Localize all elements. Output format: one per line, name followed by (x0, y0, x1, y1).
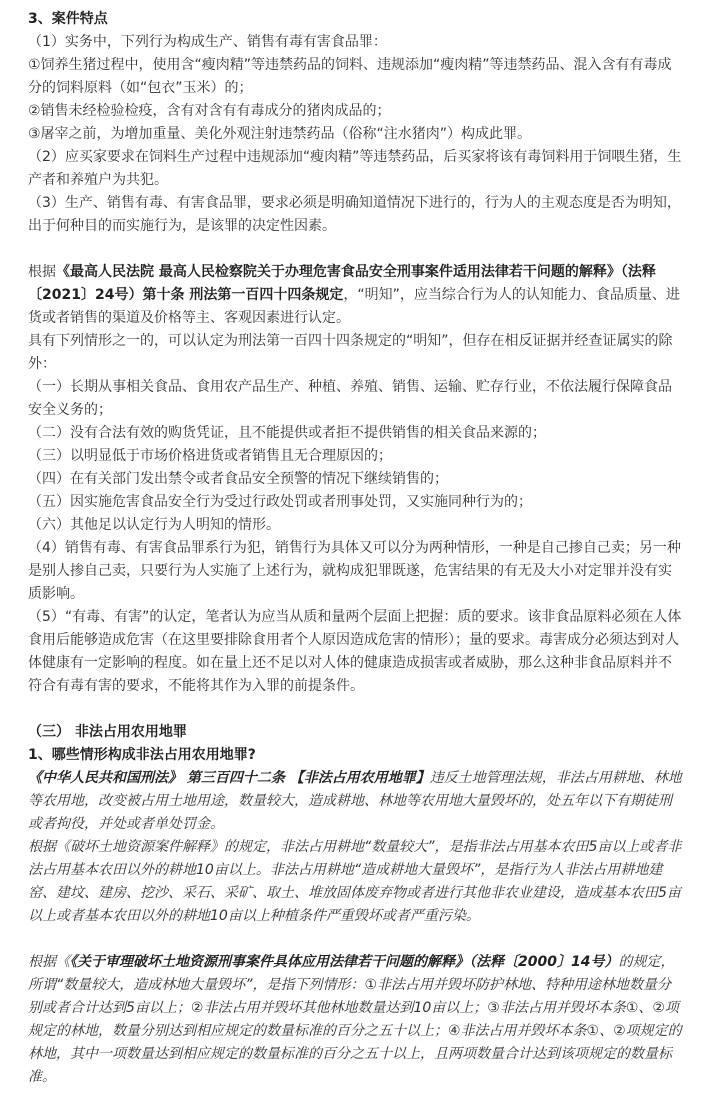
list-item: ③屠宰之前，为增加重量、美化外观注射违禁药品（俗称“注水猪肉”）构成此罪。 (28, 126, 532, 142)
question-heading: 1、哪些情形构成非法占用农用地罪? (28, 747, 256, 763)
law-citation: 《中华人民共和国刑法》 第三百四十二条 【非法占用农用地罪】 (28, 770, 430, 786)
basis-paragraph (28, 261, 684, 330)
section-title: （三） 非法占用农用地罪 (28, 724, 187, 740)
basis-text: 的规定，所谓“数量较大，造成林地大量毁坏”，是指下列情形：①非法占用并毁坏防护林地、特种用途林地数量分别或者合计达到5亩以上；②非法占用并毁坏其他林地数量达到10亩以上；③非法占用并毁坏本条①、②项规定的林地，数量分别达到相应规定的数量标准的百分之五十以上；④非法占用并毁坏本条①、②项规定的林地，其中一项数量达到相应规定的数量标准的百分之五十以上，且两项数量合计达到该项规定的数量标准。 (28, 954, 682, 1085)
list-item: （一）长期从事相关食品、食用农产品生产、种植、养殖、销售、运输、贮存行业，不依法履行保障食品安全义务的； (28, 379, 672, 418)
section-heading: 3、案件特点 (28, 11, 108, 27)
paragraph: （4）销售有毒、有害食品罪系行为犯，销售行为具体又可以分为两种情形，一种是自己掺自己卖；另一种是别人掺自己卖，只要行为人实施了上述行为，就构成犯罪既遂，危害结果的有无及大小对定罪并没有实质影响。 (28, 540, 681, 602)
paragraph: （2）应买家要求在饲料生产过程中违规添加“瘦肉精”等违禁药品，后买家将该有毒饲料用于饲喂生猪，生产者和养殖户为共犯。 (28, 149, 682, 188)
spacer (28, 698, 684, 721)
list-item: （六）其他足以认定行为人明知的情形。 (28, 517, 280, 533)
paragraph: （3）生产、销售有毒、有害食品罪，要求必须是明确知道情况下进行的，行为人的主观态度是否为明知，出于何种目的而实施行为，是该罪的决定性因素。 (28, 195, 681, 234)
list-item: （二）没有合法有效的购货凭证，且不能提供或者拒不提供销售的相关食品来源的； (28, 425, 546, 441)
spacer (28, 238, 684, 261)
list-item: ①饲养生猪过程中，使用含“瘦肉精”等违禁药品的饲料、违规添加“瘦肉精”等违禁药品、混入含有有毒成分的饲料原料（如“包衣”玉米）的； (28, 57, 672, 96)
basis-citation: 《最高人民法院 最高人民检察院关于办理危害食品安全刑事案件适用法律若干问题的解释》（法释〔2021〕24号）第十条 刑法第一百四十四条规定 (28, 264, 656, 303)
basis-paragraph (28, 951, 684, 1089)
basis-lead: 根据 (28, 264, 56, 280)
law-paragraph (28, 767, 684, 836)
list-item: （四）在有关部门发出禁令或者食品安全预警的情况下继续销售的； (28, 471, 448, 487)
basis-citation: 《关于审理破坏土地资源刑事案件具体应用法律若干问题的解释》（法释〔2000〕14号） (70, 954, 619, 970)
paragraph: 具有下列情形之一的，可以认定为刑法第一百四十四条规定的“明知”，但存在相反证据并经查证属实的除外： (28, 333, 673, 372)
list-item: （五）因实施危害食品安全行为受过行政处罚或者刑事处罚，又实施同种行为的； (28, 494, 532, 510)
basis-text: ，“明知”，应当综合行为人的认知能力、食品质量、进货或者销售的渠道及价格等主、客观因素进行认定。 (28, 287, 680, 326)
law-text: 违反土地管理法规，非法占用耕地、林地等农用地，改变被占用土地用途，数量较大，造成耕地、林地等农用地大量毁坏的，处五年以下有期徒刑或者拘役，并处或者单处罚金。 (28, 770, 682, 832)
basis-lead: 根据《 (28, 954, 70, 970)
spacer (28, 928, 684, 951)
list-item: ②销售未经检验检疫，含有对含有有毒成分的猪肉成品的； (28, 103, 391, 119)
list-item: （三）以明显低于市场价格进货或者销售且无合理原因的； (28, 448, 392, 464)
paragraph: 根据《破坏土地资源案件解释》的规定，非法占用耕地“数量较大”，是指非法占用基本农田5亩以上或者非法占用基本农田以外的耕地10亩以上。非法占用耕地“造成耕地大量毁坏”，是指行为人非法占用耕地建窑、建坟、建房、挖沙、采石、采矿、取土、堆放固体废弃物或者进行其他非农业建设，造成基本农田5亩以上或者基本农田以外的耕地10亩以上种植条件严重毁坏或者严重污染。 (28, 839, 682, 924)
paragraph: （1）实务中，下列行为构成生产、销售有毒有害食品罪： (28, 34, 387, 50)
paragraph: （5）“有毒、有害”的认定，笔者认为应当从质和量两个层面上把握：质的要求。该非食品原料必须在人体食用后能够造成危害（在这里要排除食用者个人原因造成危害的情形）；量的要求。毒害成分必须达到对人体健康有一定影响的程度。如在量上还不足以对人体的健康造成损害或者威胁，那么这种非食品原料并不符合有毒有害的要求，不能将其作为入罪的前提条件。 (28, 609, 682, 694)
